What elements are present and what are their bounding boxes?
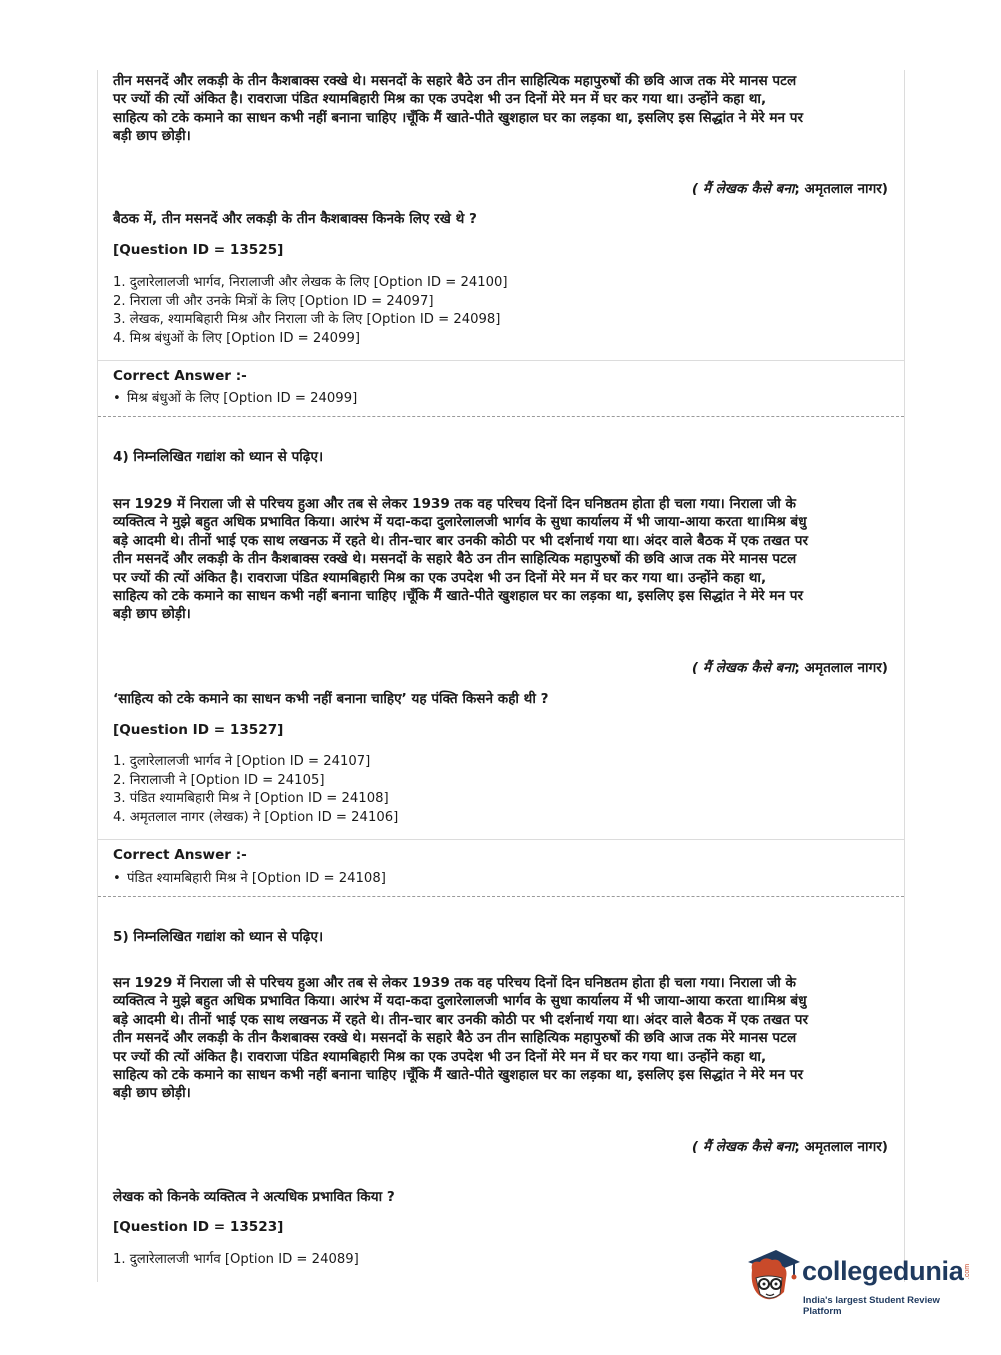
- dashed-separator: [98, 896, 904, 897]
- citation: [692, 1136, 888, 1155]
- option-item: 2. निराला जी और उनके मित्रों के लिए [Option ID = 24097]: [113, 293, 434, 309]
- brand-tagline: India's largest Student Review Platform: [803, 1295, 940, 1317]
- option-item: 4. मिश्र बंधुओं के लिए [Option ID = 24099]: [113, 330, 360, 346]
- passage-line: साहित्य को टके कमाने का साधन कभी नहीं बनाना चाहिए ।चूँकि मैं खाते-पीते खुशहाल घर का लड़का था, इसलिए इस सिद्धांत ने मेरे मन पर: [113, 1067, 804, 1084]
- passage-line: तीन मसनदें और लकड़ी के तीन कैशबाक्स रक्खे थे। मसनदों के सहारे बैठे उन तीन साहित्यिक महापुरुषों की छवि आज तक मेरे मानस पटल: [113, 551, 797, 568]
- passage-line: बड़ी छाप छोड़ी।: [113, 1085, 191, 1102]
- passage-line: बड़ी छाप छोड़ी।: [113, 128, 191, 145]
- options-list: [113, 274, 508, 348]
- passage-line: साहित्य को टके कमाने का साधन कभी नहीं बनाना चाहिए ।चूँकि मैं खाते-पीते खुशहाल घर का लड़का था, इसलिए इस सिद्धांत ने मेरे मन पर: [113, 588, 804, 605]
- passage-line: बड़े आदमी थे। तीनों भाई एक साथ लखनऊ में रहते थे। तीन-चार बार उनकी कोठी पर भी दर्शनार्थ गया था। अंदर वाले बैठक में एक तखत पर: [113, 1011, 809, 1028]
- citation-author: ; अमृतलाल नागर): [794, 1139, 888, 1155]
- correct-answer-label: Correct Answer :-: [113, 847, 247, 863]
- citation: [692, 178, 888, 197]
- question-id: [Question ID = 13527]: [113, 722, 284, 738]
- question-id: [Question ID = 13523]: [113, 1219, 284, 1235]
- divider: [98, 360, 904, 361]
- question-text: ‘साहित्य को टके कमाने का साधन कभी नहीं बनाना चाहिए’ यह पंक्ति किसने कही थी ?: [113, 691, 549, 707]
- passage-line: सन 1929 में निराला जी से परिचय हुआ और तब से लेकर 1939 तक वह परिचय दिनों दिन घनिष्ठतम होता ही चला गया। निराला जी के: [113, 496, 796, 512]
- citation: [692, 657, 888, 676]
- passage-q4: [113, 495, 888, 624]
- graduate-mascot-icon: [742, 1248, 800, 1310]
- bullet-icon: •: [113, 391, 121, 406]
- dashed-separator: [98, 416, 904, 417]
- collegedunia-logo[interactable]: [742, 1248, 974, 1317]
- correct-answer: [113, 868, 386, 886]
- citation-author: ; अमृतलाल नागर): [794, 181, 888, 197]
- options-list: [113, 1251, 359, 1270]
- question-id: [Question ID = 13525]: [113, 242, 284, 258]
- citation-row: [113, 178, 888, 198]
- passage-line: सन 1929 में निराला जी से परिचय हुआ और तब से लेकर 1939 तक वह परिचय दिनों दिन घनिष्ठतम होता ही चला गया। निराला जी के: [113, 975, 796, 991]
- passage-continued: [113, 72, 888, 146]
- citation-row: [113, 1136, 888, 1156]
- question-heading: 5) निम्नलिखित गद्यांश को ध्यान से पढ़िए।: [113, 929, 324, 945]
- question-heading: 4) निम्नलिखित गद्यांश को ध्यान से पढ़िए।: [113, 449, 324, 465]
- option-item: 3. पंडित श्यामबिहारी मिश्र ने [Option ID = 24108]: [113, 791, 389, 807]
- citation-author: ; अमृतलाल नागर): [794, 660, 888, 676]
- brand-name: collegedunia: [802, 1256, 964, 1286]
- passage-line: व्यक्तित्व ने मुझे बहुत अधिक प्रभावित किया। आरंभ में यदा-कदा दुलारेलालजी भार्गव के सुधा कार्यालय में भी जाया-आया करता था।मिश्र बंधु: [113, 993, 807, 1010]
- citation-row: [113, 657, 888, 677]
- option-item: 1. दुलारेलालजी भार्गव ने [Option ID = 24107]: [113, 754, 371, 769]
- correct-answer: [113, 388, 357, 406]
- citation-title: ( मैं लेखक कैसे बना: [691, 660, 795, 676]
- passage-line: साहित्य को टके कमाने का साधन कभी नहीं बनाना चाहिए ।चूँकि मैं खाते-पीते खुशहाल घर का लड़का था, इसलिए इस सिद्धांत ने मेरे मन पर: [113, 109, 804, 126]
- correct-answer-text: पंडित श्यामबिहारी मिश्र ने [Option ID = 24108]: [127, 871, 386, 886]
- passage-line: पर ज्यों की त्यों अंकित है। रावराजा पंडित श्यामबिहारी मिश्र का एक उपदेश भी उन दिनों मेरे मन में घर कर गया था। उन्होंने कहा था,: [113, 91, 767, 108]
- passage-q5: [113, 974, 888, 1103]
- passage-line: बड़े आदमी थे। तीनों भाई एक साथ लखनऊ में रहते थे। तीन-चार बार उनकी कोठी पर भी दर्शनार्थ गया था। अंदर वाले बैठक में एक तखत पर: [113, 532, 809, 549]
- correct-answer-text: मिश्र बंधुओं के लिए [Option ID = 24099]: [127, 391, 358, 406]
- passage-line: बड़ी छाप छोड़ी।: [113, 606, 191, 623]
- passage-line: व्यक्तित्व ने मुझे बहुत अधिक प्रभावित किया। आरंभ में यदा-कदा दुलारेलालजी भार्गव के सुधा कार्यालय में भी जाया-आया करता था।मिश्र बंधु: [113, 514, 807, 531]
- page: [97, 70, 905, 1282]
- question-4: [113, 688, 888, 848]
- brand-suffix: .com: [964, 1263, 972, 1280]
- passage-line: तीन मसनदें और लकड़ी के तीन कैशबाक्स रक्खे थे। मसनदों के सहारे बैठे उन तीन साहित्यिक महापुरुषों की छवि आज तक मेरे मानस पटल: [113, 1030, 797, 1047]
- divider: [98, 839, 904, 840]
- question-text: लेखक को किनके व्यक्तित्व ने अत्यधिक प्रभावित किया ?: [113, 1189, 395, 1205]
- passage-line: पर ज्यों की त्यों अंकित है। रावराजा पंडित श्यामबिहारी मिश्र का एक उपदेश भी उन दिनों मेरे मन में घर कर गया था। उन्होंने कहा था,: [113, 1048, 767, 1065]
- citation-title: ( मैं लेखक कैसे बना: [691, 1139, 795, 1155]
- option-item: 3. लेखक, श्यामबिहारी मिश्र और निराला जी के लिए [Option ID = 24098]: [113, 312, 501, 328]
- passage-line: तीन मसनदें और लकड़ी के तीन कैशबाक्स रक्खे थे। मसनदों के सहारे बैठे उन तीन साहित्यिक महापुरुषों की छवि आज तक मेरे मानस पटल: [113, 73, 797, 89]
- options-list: [113, 753, 398, 827]
- citation-title: ( मैं लेखक कैसे बना: [691, 181, 795, 197]
- correct-answer-label: Correct Answer :-: [113, 368, 247, 384]
- option-item: 2. निरालाजी ने [Option ID = 24105]: [113, 772, 325, 788]
- option-item: 4. अमृतलाल नागर (लेखक) ने [Option ID = 24106]: [113, 809, 399, 825]
- question-text: बैठक में, तीन मसनदें और लकड़ी के तीन कैशबाक्स किनके लिए रखे थे ?: [113, 211, 477, 227]
- option-item: 1. दुलारेलालजी भार्गव, निरालाजी और लेखक के लिए [Option ID = 24100]: [113, 275, 508, 290]
- bullet-icon: •: [113, 871, 121, 886]
- passage-line: पर ज्यों की त्यों अंकित है। रावराजा पंडित श्यामबिहारी मिश्र का एक उपदेश भी उन दिनों मेरे मन में घर कर गया था। उन्होंने कहा था,: [113, 569, 767, 586]
- option-item: 1. दुलारेलालजी भार्गव [Option ID = 24089]: [113, 1252, 359, 1267]
